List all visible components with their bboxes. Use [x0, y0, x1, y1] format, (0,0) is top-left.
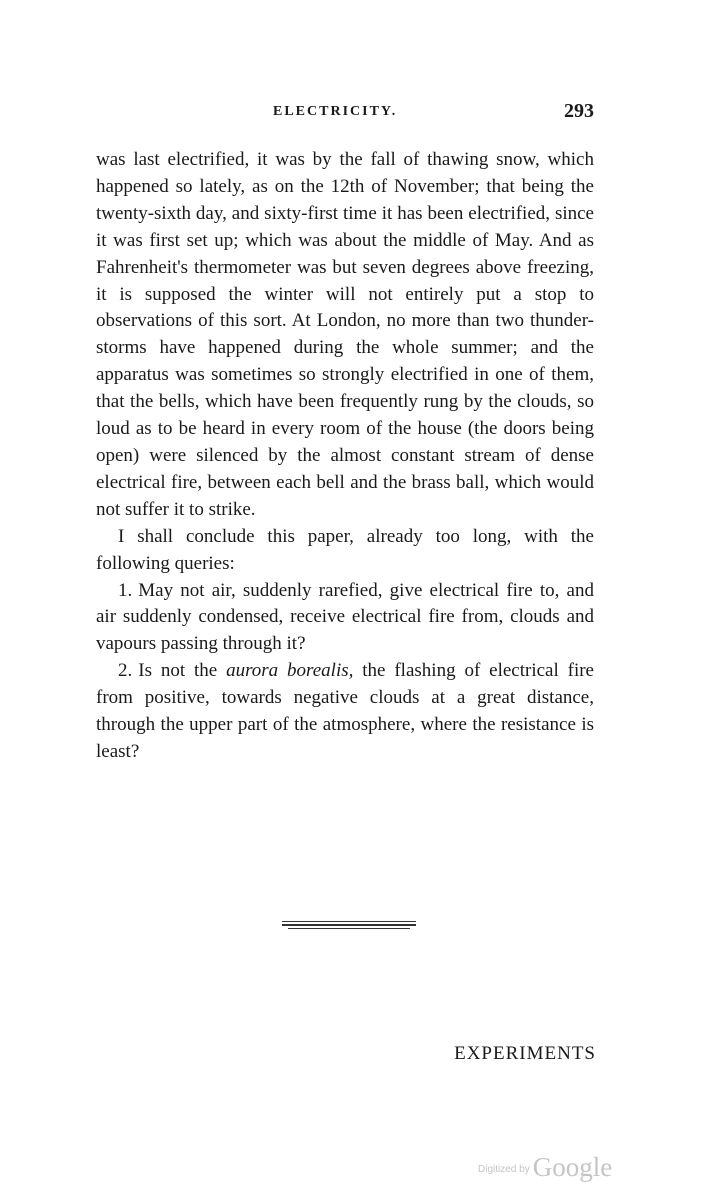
- section-divider-rule-middle: [282, 924, 416, 926]
- paragraph-queries-intro: I shall conclude this paper, already too long, with the following queries:: [96, 525, 594, 574]
- query-1: [96, 578, 594, 659]
- query-1-number: 1.: [118, 579, 133, 601]
- query-2-text-before: Is not the: [138, 660, 227, 682]
- google-logo: Google: [532, 1152, 613, 1182]
- query-2-italic-term: aurora borealis,: [226, 660, 354, 682]
- watermark-prefix: Digitized by: [478, 1164, 530, 1175]
- section-divider-rule-top: [282, 921, 416, 922]
- page-number: 293: [564, 100, 594, 122]
- query-1-text: May not air, suddenly rarefied, give electrical fire to, and air suddenly condensed, receive electrical fire from, clouds and vapours passing through it?: [96, 579, 594, 655]
- query-2-text-after: the flashing of electrical fire from positive, towards negative clouds at a great distance, through the upper part of the atmosphere, where the resistance is least?: [96, 660, 594, 762]
- running-head: ELECTRICITY.: [273, 104, 398, 119]
- query-2: [96, 658, 594, 766]
- body-text: [96, 147, 594, 766]
- query-2-number: 2.: [118, 660, 133, 682]
- section-divider-rule-bottom: [288, 928, 410, 929]
- paragraph-continuation: was last electrified, it was by the fall of thawing snow, which happened so lately, as on the 12th of November; that being the twenty-sixth day, and sixty-first time it has been electrified, since it was first set up; which was about the middle of May. And as Fahrenheit's thermometer was but seven degrees above freezing, it is supposed the winter will not entirely put a stop to observations of this sort. At London, no more than two thunder-storms have happened during the whole summer; and the apparatus was sometimes so strongly electrified in one of them, that the bells, which have been frequently rung by the clouds, so loud as to be heard in every room of the house (the doors being open) were silenced by the almost constant stream of dense electrical fire, between each bell and the brass ball, which would not suffer it to strike.: [96, 149, 594, 520]
- digitized-watermark: [478, 1152, 612, 1183]
- page-header: [96, 100, 596, 132]
- catchword: EXPERIMENTS: [454, 1043, 596, 1064]
